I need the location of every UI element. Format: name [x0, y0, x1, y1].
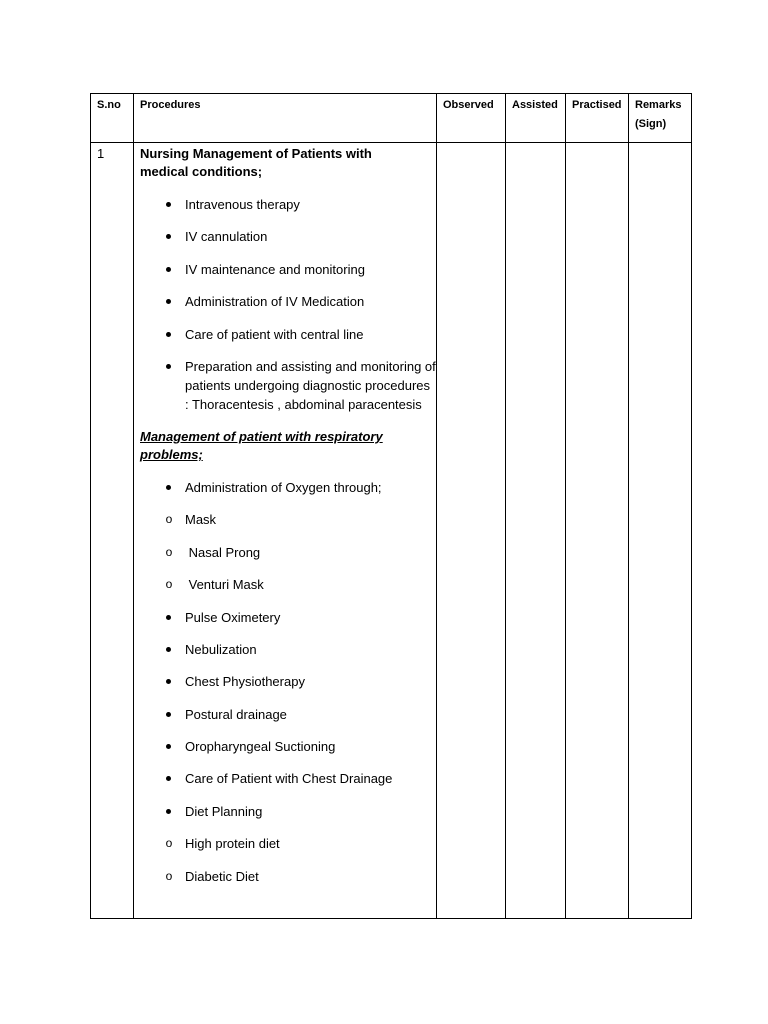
circle-bullet-icon: o [165, 512, 173, 527]
list-item [140, 640, 436, 659]
list-item [140, 478, 436, 497]
header-remarks-line2: (Sign) [635, 118, 667, 130]
list-item-text: Oropharyngeal Suctioning [185, 739, 336, 755]
procedures-table [90, 93, 692, 919]
section2-title-line2: problems; [140, 446, 203, 462]
header-sno: S.no [91, 94, 134, 143]
list-item-text: Care of patient with central line [185, 326, 364, 342]
list-item [140, 575, 436, 594]
header-remarks-line1: Remarks [635, 99, 682, 111]
header-observed: Observed [437, 94, 506, 143]
table-row [91, 143, 692, 919]
row-sno: 1 [91, 143, 134, 919]
list-item-text: Diet Planning [185, 803, 263, 819]
list-item [140, 867, 436, 886]
list-item [140, 195, 436, 214]
list-item-text: Venturi Mask [185, 577, 264, 593]
section2-list [140, 478, 436, 886]
list-item [140, 769, 436, 788]
row-procedures-cell [134, 143, 440, 919]
list-item-text: High protein diet [185, 836, 280, 852]
list-item-text: Nebulization [185, 641, 257, 657]
list-item [140, 802, 436, 821]
list-item [140, 834, 436, 853]
list-item-text: Diabetic Diet [185, 868, 259, 884]
circle-bullet-icon: o [165, 868, 173, 883]
circle-bullet-icon: o [165, 577, 173, 592]
list-item [140, 260, 436, 279]
circle-bullet-icon: o [165, 836, 173, 851]
row-practised-cell [566, 143, 629, 919]
list-item-text: Pulse Oximetery [185, 609, 281, 625]
row-observed-cell [437, 143, 506, 919]
row-assisted-cell [506, 143, 566, 919]
list-item-text: Administration of Oxygen through; [185, 479, 382, 495]
list-item [140, 608, 436, 627]
list-item-text: Care of Patient with Chest Drainage [185, 771, 393, 787]
list-item [140, 357, 440, 414]
section2-title [140, 428, 436, 464]
list-item [140, 705, 436, 724]
section1-list [140, 195, 440, 414]
circle-bullet-icon: o [165, 544, 173, 559]
section2-title-line1: Management of patient with respiratory [140, 428, 383, 444]
section1-title-line1: Nursing Management of Patients with [140, 146, 372, 161]
list-item [140, 510, 436, 529]
header-remarks [629, 94, 692, 143]
header-assisted: Assisted [506, 94, 566, 143]
list-item-text: Preparation and assisting and monitoring of patients undergoing diagnostic procedures : Thoracentesis , abdominal paracentesis [185, 358, 440, 412]
list-item [140, 325, 436, 344]
list-item-text: Intravenous therapy [185, 197, 300, 212]
list-item-text: Administration of IV Medication [185, 294, 365, 310]
table-header-row [91, 94, 692, 143]
section1-title [140, 145, 436, 181]
header-practised: Practised [566, 94, 629, 143]
list-item-text: IV cannulation [185, 229, 268, 245]
list-item [140, 292, 436, 311]
list-item-text: Postural drainage [185, 706, 287, 722]
list-item [140, 227, 436, 246]
list-item-text: Chest Physiotherapy [185, 674, 305, 690]
list-item-text: Nasal Prong [185, 544, 261, 560]
header-procedures: Procedures [134, 94, 437, 143]
section1-title-line2: medical conditions; [140, 164, 263, 179]
row-remarks-cell [629, 143, 692, 919]
list-item [140, 672, 436, 691]
list-item-text: IV maintenance and monitoring [185, 261, 365, 277]
list-item [140, 543, 436, 562]
list-item [140, 737, 436, 756]
list-item-text: Mask [185, 512, 217, 528]
